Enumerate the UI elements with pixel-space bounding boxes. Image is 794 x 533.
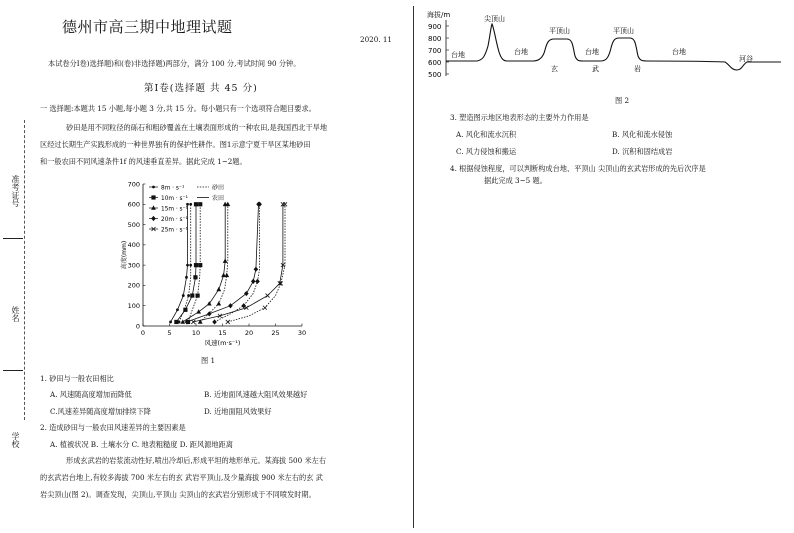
legend-marker <box>151 195 155 199</box>
sand-field-point <box>180 319 185 323</box>
terrain-label-platform: 台地 <box>672 48 686 56</box>
farmland-point <box>189 203 192 206</box>
page-title: 德州市高三期中地理试题 <box>62 18 233 36</box>
legend-marker <box>151 205 156 209</box>
y-tick-label: 0 <box>135 322 140 331</box>
legend-series-label: 20m · s⁻¹ <box>161 216 188 223</box>
question2-options: A. 植被状况 B. 土壤水分 C. 地表粗糙度 D. 距风源地距离 <box>50 440 233 449</box>
figure2-ytick: 600 <box>428 59 442 67</box>
sand-field-point <box>176 308 179 311</box>
section-heading: 第Ⅰ卷(选择题 共 45 分) <box>144 83 258 94</box>
question1-option-a: A. 风速随高度增加而降低 <box>50 390 132 399</box>
terrain-label-platform: 台地 <box>585 48 599 56</box>
school-label: 学校 <box>11 432 20 448</box>
question4-stem-cont: 据此完成 3~5 题。 <box>484 176 547 185</box>
question3-option-b: B. 风化和流水侵蚀 <box>612 130 673 139</box>
legend-style-label: 砂田 <box>212 184 225 192</box>
figure2-ytick: 700 <box>428 47 442 55</box>
farmland-point <box>212 319 217 324</box>
legend-marker <box>152 186 155 189</box>
sand-field-point <box>254 267 259 272</box>
x-tick-label: 10 <box>191 329 201 337</box>
terrain-label-platform: 台地 <box>514 48 528 56</box>
question3-stem: 3. 塑造图示地区地表形态的主要外力作用是 <box>450 113 589 122</box>
x-axis-label: 风速(m·s⁻¹) <box>204 339 241 347</box>
x-tick-label: 30 <box>297 329 307 337</box>
binding-line <box>24 120 25 420</box>
farmland-point <box>224 273 229 277</box>
exam-number-label: 准考证号 <box>11 175 20 207</box>
question3-option-c: C. 风力侵蚀和搬运 <box>456 147 517 156</box>
y-tick-label: 300 <box>127 261 140 270</box>
sand-field-point <box>174 320 178 324</box>
terrain-label-peak: 尖顶山 <box>484 15 505 23</box>
passage-line: 的玄武岩台地上,有较多海拔 700 米左右的玄 武岩平顶山,及少量海拔 900 米左右的玄 武 <box>40 473 323 482</box>
figure2-terrain-profile <box>425 8 785 80</box>
legend-series-label: 15m · s⁻¹ <box>161 206 188 213</box>
sand-field-point <box>193 275 197 279</box>
legend-marker <box>151 216 156 221</box>
rock-label-char: 武 <box>592 65 599 73</box>
farmland-point <box>241 303 246 308</box>
y-tick-label: 700 <box>127 180 140 189</box>
question2-stem: 2. 造成砂田与一般农田风速差异的主要因素是 <box>40 423 186 432</box>
farmland-point <box>195 293 199 297</box>
sand-field-point <box>228 303 233 308</box>
figure2-ytick: 900 <box>428 23 442 31</box>
column-divider <box>413 6 414 528</box>
y-tick-label: 200 <box>127 281 140 290</box>
x-tick-label: 5 <box>167 329 172 337</box>
sand-field-point <box>185 276 188 279</box>
farmland-point <box>187 294 190 297</box>
figure2-ytick: 800 <box>428 35 442 43</box>
question1-option-b: B. 近地面风速越大阻风效果越好 <box>204 390 308 399</box>
sand-field-line-5 <box>193 204 283 322</box>
name-label: 姓名 <box>11 306 20 322</box>
sand-field-point <box>251 279 256 284</box>
sand-field-point <box>194 263 198 267</box>
legend-series-label: 10m · s⁻¹ <box>161 195 188 202</box>
margin-rule <box>3 238 23 239</box>
passage-line: 岩尖顶山(图 2)。调查发现，尖顶山,平顶山 尖顶山的玄武岩分别形成于不同喷发时期。 <box>40 490 316 499</box>
passage-line: 砂田是用不同粒径的砾石和粗砂覆盖在土壤表面形成的一种农田,是我国西北干旱地 <box>66 123 328 132</box>
figure1-caption: 图 1 <box>201 356 216 365</box>
question1-option-d: D. 近地面阻风效果好 <box>204 407 272 416</box>
y-tick-label: 600 <box>127 200 140 209</box>
sand-field-point <box>190 293 194 297</box>
question1-stem: 1. 砂田与一般农田相比 <box>40 374 114 383</box>
farmland-point <box>189 264 192 267</box>
question1-option-c: C.风速差异随高度增加排续下降 <box>50 407 151 416</box>
farmland-point <box>216 301 221 305</box>
instruction-text: 一 选择题:本题共 15 小题,每小题 3 分,共 15 分。每小题只有一个选项符合题目要求。 <box>40 104 316 113</box>
legend-series-label: 8m · s⁻¹ <box>161 185 185 192</box>
terrain-label-flat-top: 平顶山 <box>549 27 570 35</box>
figure2-ytick: 500 <box>428 71 442 79</box>
sand-field-point <box>216 287 221 291</box>
figure2-axis-title: 海拔/m <box>427 11 451 19</box>
margin-rule <box>3 370 23 371</box>
farmland-point <box>198 263 202 267</box>
y-tick-label: 400 <box>127 241 140 250</box>
sand-field-point <box>194 202 198 206</box>
sand-field-point <box>186 264 189 267</box>
figure2-caption: 图 2 <box>615 96 630 105</box>
terrain-label-valley: 河谷 <box>739 55 753 63</box>
question3-option-a: A. 风化和流水沉积 <box>456 130 517 139</box>
sand-field-point <box>182 294 185 297</box>
question3-option-d: D. 沉积和固结成岩 <box>612 147 673 156</box>
intro-text: 本试卷分Ⅰ卷)选择题)和(卷)非选择题)两部分，满分 100 分,考试时间 90 分钟。 <box>48 59 301 68</box>
sand-field-point <box>169 321 172 324</box>
y-tick-label: 100 <box>127 302 140 311</box>
terrain-label-platform: 台地 <box>451 51 465 59</box>
passage-line: 区经过长期生产实践形成的一种世界独有的保护性耕作。图1示意宁夏干旱区某地砂田 <box>40 140 311 149</box>
passage-line: 和一般农田不同风速条件1f 的风速垂直差异。据此完成 1~2题。 <box>40 157 247 166</box>
y-axis-label: 高度(mm) <box>121 240 128 270</box>
question4-stem: 4. 根据侵蚀程度，可以判断构成台地、平顶山 尖顶山的玄武岩形成的先后次序是 <box>450 164 706 173</box>
exam-date: 2020. 11 <box>360 35 393 44</box>
terrain-label-flat-top: 平顶山 <box>613 27 634 35</box>
sand-field-point <box>183 308 187 312</box>
passage-line: 形成玄武岩的岩浆流动性好,喷出冷却后,形成平坦的地形单元。某海拔 500 米左右 <box>66 456 327 465</box>
sand-field-point <box>244 291 249 296</box>
rock-label-char: 玄 <box>551 65 558 73</box>
figure1-chart <box>112 178 312 348</box>
legend-style-label: 农田 <box>212 194 225 202</box>
farmland-line-3 <box>200 204 228 322</box>
x-tick-label: 15 <box>218 329 227 337</box>
sand-field-point <box>223 258 228 262</box>
farmland-point <box>255 279 260 284</box>
y-tick-label: 500 <box>127 220 140 229</box>
x-tick-label: 20 <box>244 329 254 337</box>
legend-series-label: 25m · s⁻¹ <box>161 227 188 234</box>
farmland-point <box>198 202 202 206</box>
sand-field-point <box>186 203 189 206</box>
x-tick-label: 25 <box>271 329 280 337</box>
rock-label-char: 岩 <box>634 65 641 73</box>
sand-field-point <box>196 309 201 313</box>
x-tick-label: 0 <box>140 329 146 337</box>
